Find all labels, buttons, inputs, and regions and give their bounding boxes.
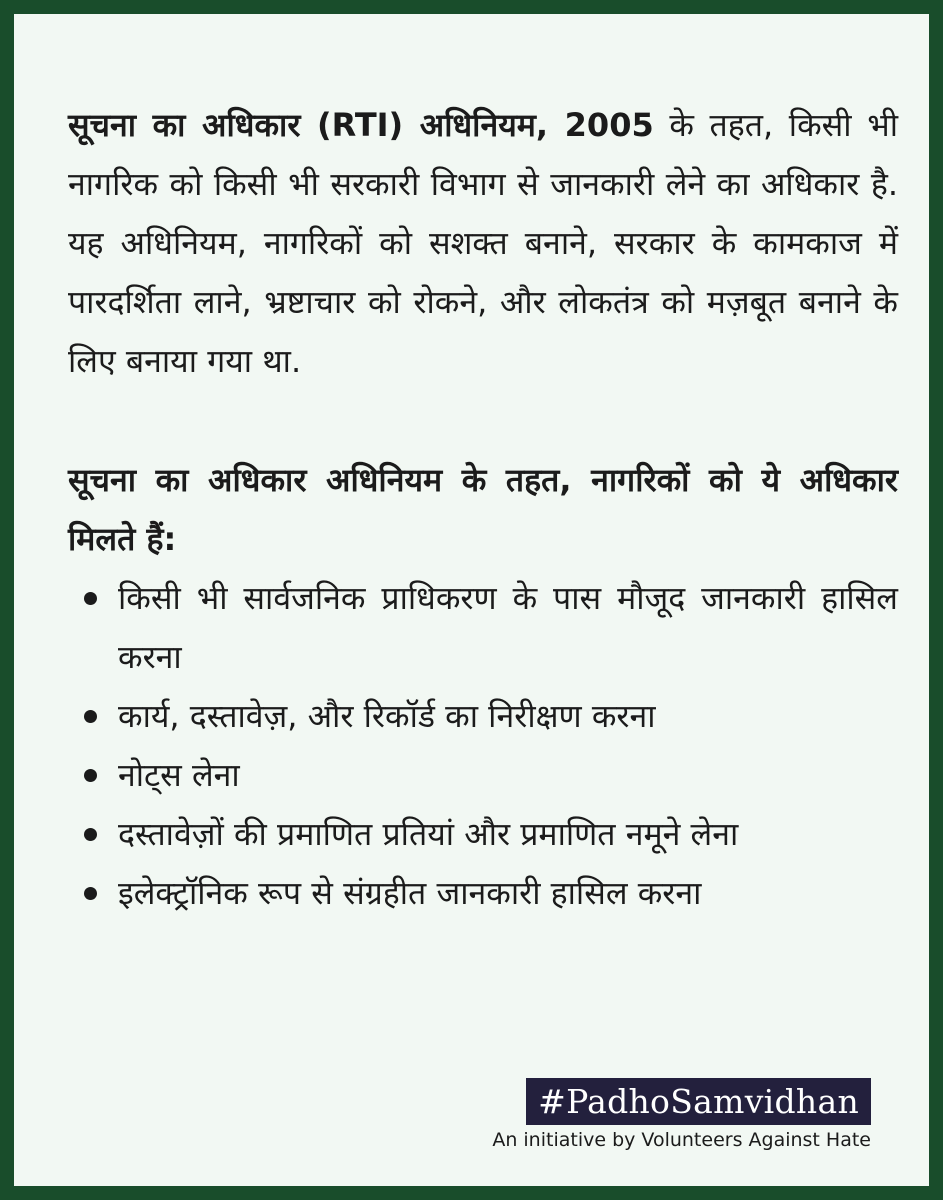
list-item-text: किसी भी सार्वजनिक प्राधिकरण के पास मौजूद जानकारी हासिल करना xyxy=(118,579,898,676)
bullet-icon xyxy=(84,828,97,841)
bullet-icon xyxy=(84,887,97,900)
bullet-icon xyxy=(84,592,97,605)
hashtag-badge: #PadhoSamvidhan xyxy=(526,1078,871,1125)
intro-paragraph xyxy=(68,96,898,391)
intro-text: के तहत, किसी भी नागरिक को किसी भी सरकारी विभाग से जानकारी लेने का अधिकार है. यह अधिनियम, नागरिकों को सशक्त बनाने, सरकार के कामकाज में पारदर्शिता लाने, भ्रष्टाचार को रोकने, और लोकतंत्र को मज़बूत बनाने के लिए बनाया गया था. xyxy=(68,106,898,380)
list-item xyxy=(118,687,898,746)
list-item xyxy=(118,746,898,805)
bullet-icon xyxy=(84,710,97,723)
rights-list xyxy=(68,569,898,923)
list-item-text: नोट्स लेना xyxy=(118,756,240,794)
list-item xyxy=(118,569,898,687)
footer-branding xyxy=(492,1078,871,1151)
bullet-icon xyxy=(84,769,97,782)
content-body xyxy=(68,96,898,923)
intro-lead: सूचना का अधिकार (RTI) अधिनियम, 2005 xyxy=(68,106,654,144)
tagline: An initiative by Volunteers Against Hate xyxy=(492,1129,871,1151)
list-item-text: इलेक्ट्रॉनिक रूप से संग्रहीत जानकारी हासिल करना xyxy=(118,874,702,912)
poster-card xyxy=(14,14,929,1186)
list-item xyxy=(118,805,898,864)
rights-heading: सूचना का अधिकार अधिनियम के तहत, नागरिकों को ये अधिकार मिलते हैं: xyxy=(68,461,898,558)
list-item-text: कार्य, दस्तावेज़, और रिकॉर्ड का निरीक्षण करना xyxy=(118,697,656,735)
list-item xyxy=(118,864,898,923)
list-item-text: दस्तावेज़ों की प्रमाणित प्रतियां और प्रमाणित नमूने लेना xyxy=(118,815,739,853)
